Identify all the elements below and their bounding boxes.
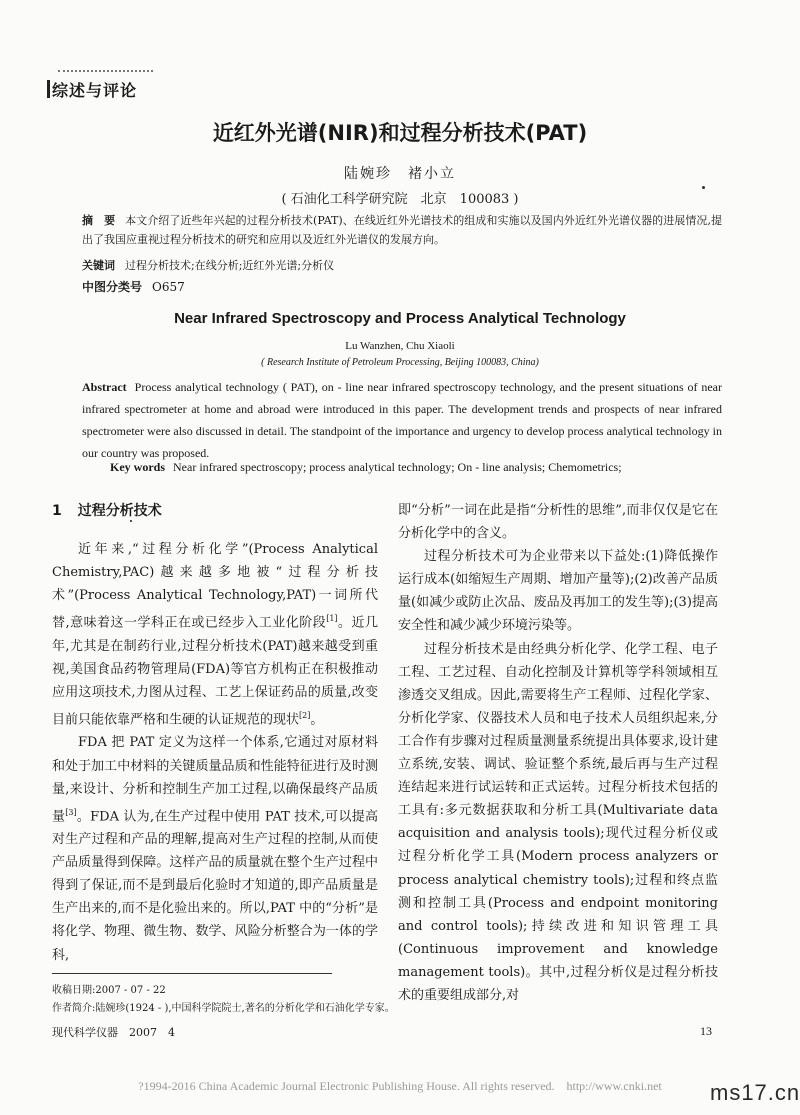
article-title-cn: 近红外光谱(NIR)和过程分析技术(PAT) xyxy=(212,121,588,145)
paragraph-4: 过程分析技术是由经典分析化学、化学工程、电子工程、工艺过程、自动化控制及计算机等学科领域相互渗透交叉组成。因此,需要将生产工程师、过程化学家、分析化学家、仪器技术人员和电子技术人员组织起来,分工合作有步骤对过程质量测量系统提出具体要求,设计建立系统,安装、调试、验证整个系统,最后再与生产过程连结起来进行试运转和正式运转。过程分析技术包括的工具有:多元数据获取和分析工具(Multivariate data acquisition and analysis tools);现代过程分析仪或过程分析化学工具(Modern process analyzers or process analytical chemistry tools);过程和终点监测和控制工具(Process and endpoint monitoring and control tools);持续改进和知识管理工具(Continuous improvement and knowledge management tools)。其中,过程分析仪是过程分析技术的重要组成部分,对 xyxy=(398,641,718,1003)
abstract-cn-text: 本文介绍了近些年兴起的过程分析技术(PAT)、在线近红外光谱技术的组成和实施以及国内外近红外光谱仪器的进展情况,提出了我国应重视过程分析技术的研究和应用以及近红外光谱仪的发展方向。 xyxy=(82,214,722,246)
footnote-rule xyxy=(52,973,332,974)
clc-number xyxy=(82,278,185,295)
clc-label: 中图分类号 xyxy=(82,280,143,294)
stray-dot xyxy=(702,186,705,189)
watermark: ms17.cn xyxy=(710,1080,800,1105)
right-column xyxy=(398,499,718,1007)
article-title-en: Near Infrared Spectroscopy and Process Analytical Technology xyxy=(174,310,626,327)
keywords-cn-label: 关键词 xyxy=(82,259,115,272)
copyright-line: ?1994-2016 China Academic Journal Electronic Publishing House. All rights reserved. http://www.cnki.net xyxy=(138,1079,662,1093)
journal-name: 现代科学仪器 2007 4 xyxy=(52,1026,175,1039)
footnote-author-bio: 作者简介:陆婉珍(1924 - ),中国科学院院士,著名的分析化学和石油化学专家。 xyxy=(52,1003,395,1014)
citation-2[interactable]: [2] xyxy=(299,710,311,720)
stray-tick xyxy=(130,520,132,522)
abstract-cn-label: 摘 要 xyxy=(82,214,116,227)
paragraph-2: FDA 把 PAT 定义为这样一个体系,它通过对原材料和处于加工中材料的关键质量品质和性能特征进行及时测量,来设计、分析和控制生产加工过程,以确保最终产品质量[3]。FDA 认为,在生产过程中使用 PAT 技术,可以提高对生产过程和产品的理解,提高对生产过程的控制,从而使产品质量得到保障。这样产品的质量就在整个生产过程中得到了保证,而不是到最后化验时才知道的,即产品质量是生产出来的,而不是化验出来的。所以,PAT 中的“分析”是将化学、物理、微生物、数学、风险分析整合为一体的学科, xyxy=(52,735,378,963)
authors-cn: 陆婉珍 褚小立 xyxy=(344,166,456,182)
affiliation-cn: ( 石油化工科学研究院 北京 100083 ) xyxy=(281,192,519,207)
keywords-en-label: Key words xyxy=(110,460,165,474)
section-heading xyxy=(52,500,162,520)
section-tag: 综述与评论 xyxy=(52,81,138,100)
paragraph-1: 近年来,“过程分析化学”(Process Analytical Chemistry,PAC)越来越多地被“过程分析技术”(Process Analytical Technology,PAT)一词所代替,意味着这一学科正在或已经步入工业化阶段[1]。近几年,尤其是在制药行业,过程分析技术(PAT)越来越受到重视,美国食品药物管理局(FDA)等官方机构正在积极推动应用这项技术,力图从过程、工艺上保证药品的质量,改变目前只能依靠严格和生硬的认证规范的现状[2]。 xyxy=(52,542,378,728)
keywords-cn-text: 过程分析技术;在线分析;近红外光谱;分析仪 xyxy=(125,259,335,272)
affiliation-en: ( Research Institute of Petroleum Processing, Beijing 100083, China) xyxy=(261,357,539,368)
authors-en: Lu Wanzhen, Chu Xiaoli xyxy=(345,340,455,352)
keywords-cn xyxy=(82,257,334,273)
section-title: 过程分析技术 xyxy=(77,503,162,519)
abstract-en-label: Abstract xyxy=(82,380,127,394)
clc-value: O657 xyxy=(152,280,185,294)
section-tag-bar xyxy=(47,80,50,98)
footnote-received: 收稿日期:2007 - 07 - 22 xyxy=(52,985,166,996)
citation-3[interactable]: [3] xyxy=(65,807,77,817)
section-number: 1 xyxy=(52,503,62,519)
abstract-en-text: Process analytical technology ( PAT), on - line near infrared spectroscopy technology, and the present situations of near infrared spectrometer at home and abroad were introduced in this paper. The development trends and prospects of near infrared spectrometer were also discussed in detail. The standpoint of the importance and urgency to develop process analytical technology in our country was proposed. xyxy=(82,380,722,460)
citation-1[interactable]: [1] xyxy=(326,614,338,624)
keywords-en xyxy=(110,460,622,475)
abstract-cn xyxy=(82,211,722,249)
paragraph-3: 过程分析技术可为企业带来以下益处:(1)降低操作运行成本(如缩短生产周期、增加产量等);(2)改善产品质量(如减少或防止次品、废品及再加工的发生等);(3)提高安全性和减少减少环境污染等。 xyxy=(398,549,718,634)
header-dotted-rule xyxy=(58,70,153,76)
page-number: 13 xyxy=(700,1024,712,1038)
paragraph-2-continued: 即“分析”一词在此是指“分析性的思维”,而非仅仅是它在分析化学中的含义。 xyxy=(398,503,718,542)
keywords-en-text: Near infrared spectroscopy; process analytical technology; On - line analysis; Chemometrics; xyxy=(173,460,622,474)
abstract-en xyxy=(82,376,722,464)
left-column xyxy=(52,538,378,967)
